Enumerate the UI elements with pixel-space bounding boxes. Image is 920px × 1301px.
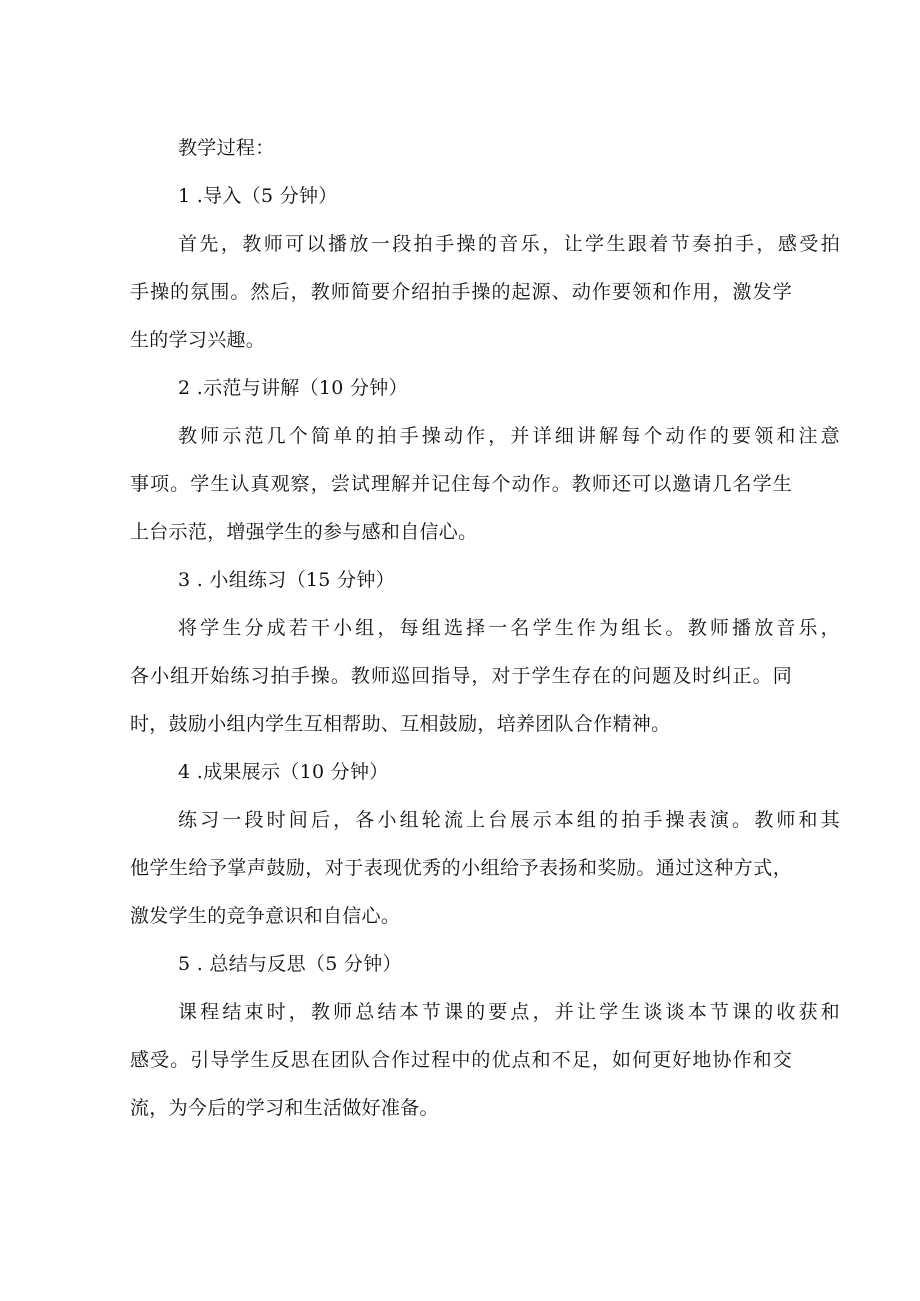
- section-title-group-practice: 3 . 小组练习（15 分钟）: [178, 569, 395, 591]
- paragraph-line: 他学生给予掌声鼓励，对于表现优秀的小组给予表扬和奖励。通过这种方式，: [130, 857, 792, 879]
- paragraph-line: 手操的氛围。然后，教师简要介绍拍手操的起源、动作要领和作用，激发学: [130, 281, 792, 303]
- section-title-summary: 5 . 总结与反思（5 分钟）: [178, 953, 402, 975]
- paragraph-line: 练习一段时间后，各小组轮流上台展示本组的拍手操表演。教师和其: [178, 809, 840, 831]
- paragraph-line: 首先，教师可以播放一段拍手操的音乐，让学生跟着节奏拍手，感受拍: [178, 233, 840, 255]
- section-title-demo: 2 .示范与讲解（10 分钟）: [178, 377, 408, 399]
- document-body: [130, 124, 840, 1132]
- paragraph-line: 流，为今后的学习和生活做好准备。: [130, 1097, 439, 1119]
- paragraph-line: 时，鼓励小组内学生互相帮助、互相鼓励，培养团队合作精神。: [130, 713, 671, 735]
- paragraph-line: 感受。引导学生反思在团队合作过程中的优点和不足，如何更好地协作和交: [130, 1049, 792, 1071]
- section-title-intro: 1 .导入（5 分钟）: [178, 185, 338, 207]
- paragraph-line: 生的学习兴趣。: [130, 329, 266, 351]
- paragraph-line: 课程结束时，教师总结本节课的要点，并让学生谈谈本节课的收获和: [178, 1001, 840, 1023]
- paragraph-line: 各小组开始练习拍手操。教师巡回指导，对于学生存在的问题及时纠正。同: [130, 665, 792, 687]
- paragraph-line: 教师示范几个简单的拍手操动作，并详细讲解每个动作的要领和注意: [178, 425, 840, 447]
- paragraph-line: 激发学生的竞争意识和自信心。: [130, 905, 401, 927]
- paragraph-line: 将学生分成若干小组，每组选择一名学生作为组长。教师播放音乐，: [178, 617, 840, 639]
- paragraph-line: 上台示范，增强学生的参与感和自信心。: [130, 521, 478, 543]
- page-heading: 教学过程：: [178, 137, 275, 159]
- paragraph-line: 事项。学生认真观察，尝试理解并记住每个动作。教师还可以邀请几名学生: [130, 473, 792, 495]
- section-title-showcase: 4 .成果展示（10 分钟）: [178, 761, 389, 783]
